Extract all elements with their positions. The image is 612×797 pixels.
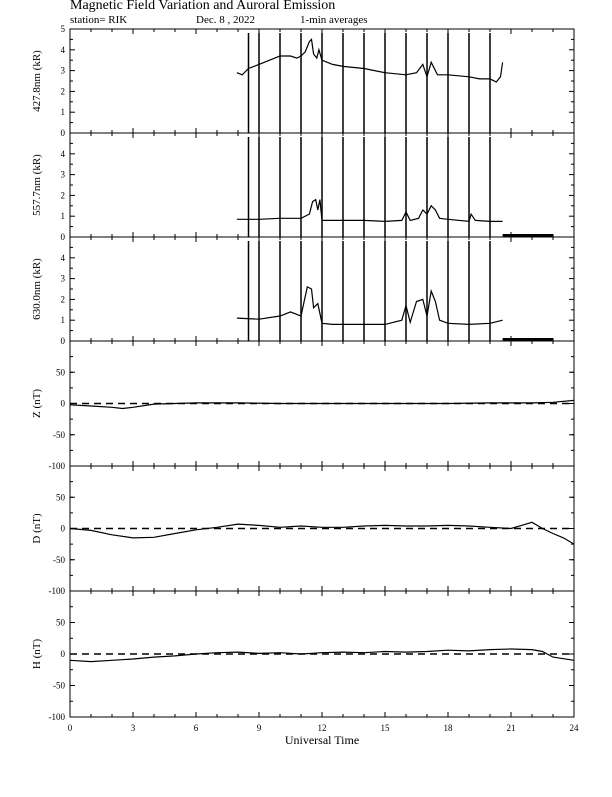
x-tick-label: 12 xyxy=(317,723,327,733)
panel-5 xyxy=(31,466,574,596)
series-line xyxy=(70,400,574,408)
series-line xyxy=(237,200,503,222)
x-tick-label: 6 xyxy=(193,723,199,733)
y-tick-label: 50 xyxy=(56,492,65,503)
y-tick-label: 0 xyxy=(60,523,65,534)
y-axis-label: 557.7nm (kR) xyxy=(31,154,43,216)
panel-2 xyxy=(31,133,574,242)
series-line xyxy=(70,649,574,662)
y-axis-label: D (nT) xyxy=(31,513,43,544)
y-tick-label: 1 xyxy=(60,315,65,326)
y-tick-label: 2 xyxy=(60,294,65,305)
y-tick-label: 2 xyxy=(60,190,65,201)
panel-3 xyxy=(31,237,574,346)
y-tick-label: -100 xyxy=(48,461,65,471)
y-tick-label: 5 xyxy=(60,24,65,34)
y-tick-label: -50 xyxy=(53,554,65,565)
y-tick-label: 0 xyxy=(60,232,65,242)
y-axis-label: 427.8nm (kR) xyxy=(31,50,43,112)
y-tick-label: 50 xyxy=(56,617,65,628)
y-axis-label: H (nT) xyxy=(31,638,43,670)
y-tick-label: 3 xyxy=(60,273,65,284)
y-tick-label: 1 xyxy=(60,107,65,118)
y-tick-label: 4 xyxy=(60,252,65,263)
y-tick-label: 3 xyxy=(60,169,65,180)
x-tick-label: 0 xyxy=(67,723,73,733)
y-tick-label: 0 xyxy=(60,398,65,409)
y-tick-label: 4 xyxy=(60,44,65,55)
x-tick-label: 21 xyxy=(506,723,516,733)
y-tick-label: 50 xyxy=(56,367,65,378)
panel-6 xyxy=(31,591,574,722)
y-tick-label: 2 xyxy=(60,86,65,97)
y-tick-label: 0 xyxy=(60,128,65,138)
x-tick-label: 15 xyxy=(380,723,390,733)
chart-title: Magnetic Field Variation and Auroral Emission xyxy=(70,0,336,13)
y-tick-label: -100 xyxy=(48,712,65,722)
panel-1 xyxy=(31,24,574,138)
y-tick-label: -50 xyxy=(53,680,65,691)
series-line xyxy=(237,287,503,325)
x-axis-label: Universal Time xyxy=(284,733,360,747)
x-tick-label: 9 xyxy=(256,723,262,733)
panel-4 xyxy=(31,341,574,471)
date-label: Dec. 8 , 2022 xyxy=(196,14,255,26)
y-axis-label: 630.0nm (kR) xyxy=(31,258,43,320)
x-tick-label: 24 xyxy=(569,723,579,733)
averages-label: 1-min averages xyxy=(300,14,368,26)
y-axis-label: Z (nT) xyxy=(31,388,43,419)
y-tick-label: 3 xyxy=(60,65,65,76)
series-line xyxy=(70,522,574,544)
y-tick-label: 1 xyxy=(60,211,65,222)
y-tick-label: 0 xyxy=(60,336,65,346)
series-line xyxy=(237,39,503,82)
y-tick-label: -100 xyxy=(48,586,65,596)
y-tick-label: 0 xyxy=(60,649,65,659)
station-label: station= RIK xyxy=(70,14,128,26)
x-tick-label: 3 xyxy=(130,723,136,733)
x-tick-label: 18 xyxy=(443,723,453,733)
y-tick-label: 4 xyxy=(60,148,65,159)
y-tick-label: -50 xyxy=(53,429,65,440)
